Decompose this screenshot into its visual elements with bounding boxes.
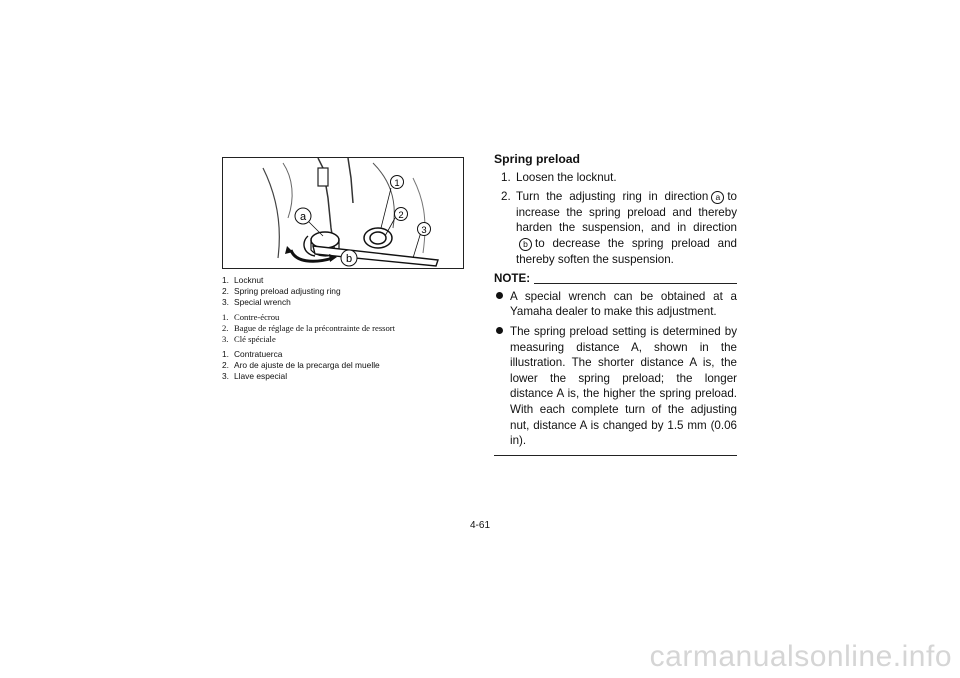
bullet-icon: [494, 324, 510, 449]
caption-item: 2. Bague de réglage de la précontrainte de ressort: [222, 323, 396, 333]
step-2: 2. Turn the adjusting ring in direction a to increase the spring preload and thereby harden the suspension, and in directionb to decrease the spring preload and thereby soften the suspension.: [501, 190, 737, 266]
note-rule: [534, 283, 737, 284]
note-header: [494, 271, 737, 287]
caption-item: 2. Spring preload adjusting ring: [222, 286, 341, 296]
caption-item: 1. Locknut: [222, 275, 264, 285]
spring-preload-section: [494, 152, 737, 456]
caption-item: 3. Clé spéciale: [222, 334, 276, 344]
spring-preload-illustration: [222, 157, 464, 269]
note-end-rule: [494, 455, 737, 456]
caption-item: 1. Contre-écrou: [222, 312, 280, 322]
caption-item: 3. Special wrench: [222, 297, 291, 307]
bullet-icon: [494, 289, 510, 320]
note-bullet-1: A special wrench can be obtained at a Yamaha dealer to make this adjustment.: [494, 289, 737, 320]
caption-english: [222, 275, 472, 308]
section-heading: Spring preload: [494, 152, 580, 166]
caption-item: 1. Contratuerca: [222, 349, 283, 359]
callout-2: 2: [398, 210, 404, 221]
callout-3: 3: [421, 225, 427, 236]
direction-b-symbol: b: [519, 238, 532, 251]
callout-b: b: [345, 253, 353, 265]
illustration-drawing: [223, 158, 463, 268]
step-1: 1. Loosen the locknut.: [501, 170, 617, 184]
caption-spanish: [222, 349, 472, 382]
figure-captions: [222, 275, 472, 386]
caption-item: 3. Llave especial: [222, 371, 288, 381]
callout-a: a: [299, 211, 307, 223]
callout-1: 1: [394, 178, 400, 189]
note-label: NOTE:: [494, 272, 531, 286]
watermark: carmanualsonline.info: [649, 640, 952, 673]
caption-item: 2. Aro de ajuste de la precarga del muelle: [222, 360, 380, 370]
note-bullet-2: The spring preload setting is determined by measuring distance A, shown in the illustration. The shorter distance A is, the lower the spring preload; the longer distance A is, the higher the spring preload. With each complete turn of the adjusting nut, distance A is changed by 1.5 mm (0.06 in).: [494, 324, 737, 449]
direction-a-symbol: a: [711, 191, 724, 204]
page-number: 4-61: [469, 520, 490, 531]
caption-french: [222, 312, 472, 345]
